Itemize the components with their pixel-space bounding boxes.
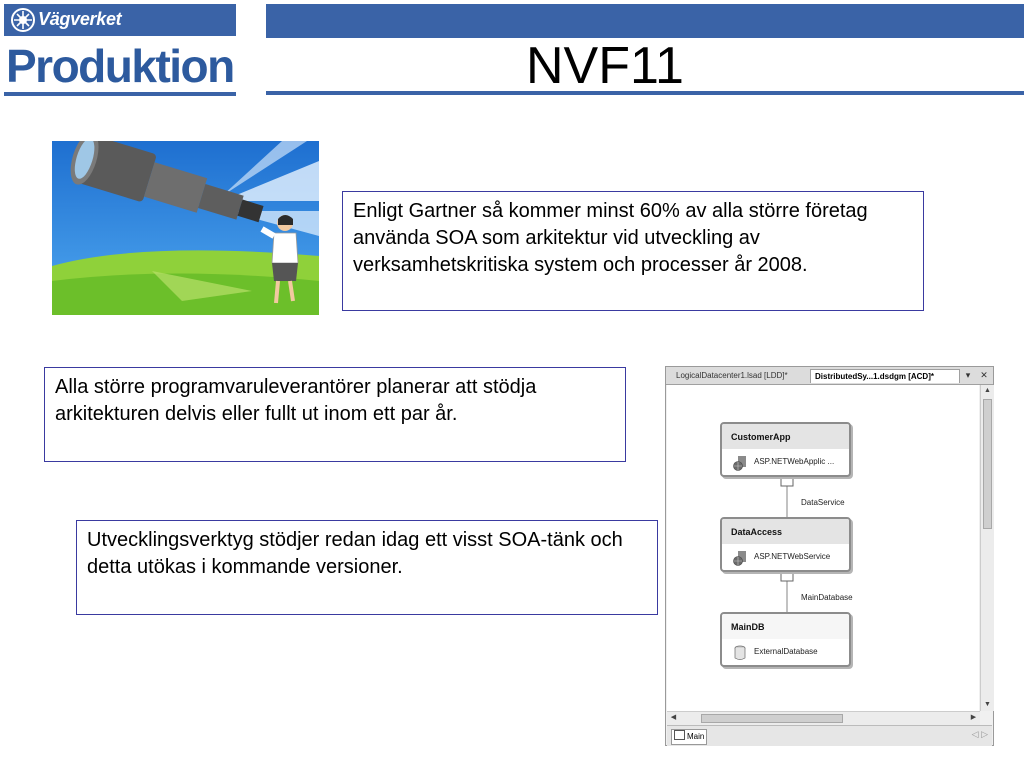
- diagram-icon: [674, 730, 685, 740]
- document-tab-bar: [666, 367, 993, 385]
- scroll-thumb[interactable]: [983, 399, 992, 529]
- header-bar: [266, 4, 1024, 38]
- scroll-right-icon[interactable]: ▶: [970, 714, 977, 721]
- component-maindb[interactable]: [720, 612, 851, 667]
- text-box-vendors: Alla större programvaruleverantörer planerar att stödja arkitekturen delvis eller fullt ut inom ett par år.: [44, 367, 626, 462]
- navigation-arrows-icon[interactable]: ◁ ▷: [971, 729, 988, 739]
- text-box-tools: Utvecklingsverktyg stödjer redan idag ett visst SOA-tänk och detta utökas i kommande versioner.: [76, 520, 658, 615]
- text-box-gartner: Enligt Gartner så kommer minst 60% av alla större företag använda SOA som arkitektur vid utveckling av verksamhetskritiska system och processer år 2008.: [342, 191, 924, 311]
- connection-label: DataService: [801, 498, 845, 507]
- vertical-scrollbar[interactable]: [980, 385, 994, 711]
- component-type: ASP.NETWebApplic ...: [754, 457, 835, 466]
- brand-name: Vägverket: [38, 9, 122, 29]
- web-application-icon: [733, 455, 747, 471]
- diagram-status-bar: [667, 725, 992, 746]
- scroll-thumb[interactable]: [701, 714, 843, 723]
- component-name: DataAccess: [731, 527, 783, 537]
- vagverket-seal-icon: [10, 7, 36, 33]
- scroll-left-icon[interactable]: ◀: [670, 714, 677, 721]
- component-dataaccess[interactable]: [720, 517, 851, 572]
- tab-dropdown-icon[interactable]: ▾: [965, 370, 971, 380]
- logo-banner: [4, 4, 236, 36]
- component-type: ExternalDatabase: [754, 647, 818, 656]
- telescope-clipart: [52, 141, 319, 315]
- scroll-up-icon[interactable]: ▲: [984, 387, 991, 394]
- scroll-down-icon[interactable]: ▼: [984, 701, 991, 708]
- ide-screenshot: [665, 366, 994, 746]
- tab-main[interactable]: Main: [671, 729, 707, 745]
- logo-wordmark: Produktion: [6, 40, 234, 92]
- web-service-icon: [733, 550, 747, 566]
- tab-distributed-system[interactable]: DistributedSy...1.dsdgm [ACD]*: [810, 369, 960, 383]
- component-type: ASP.NETWebService: [754, 552, 831, 561]
- component-customerapp[interactable]: [720, 422, 851, 477]
- horizontal-scrollbar[interactable]: [667, 711, 980, 725]
- logo-underline: [4, 92, 236, 96]
- diagram-canvas[interactable]: [667, 385, 979, 711]
- connection-label: MainDatabase: [801, 593, 853, 602]
- database-icon: [733, 645, 747, 661]
- component-name: MainDB: [731, 622, 765, 632]
- close-icon[interactable]: ✕: [980, 370, 988, 380]
- tab-logical-datacenter[interactable]: LogicalDatacenter1.lsad [LDD]*: [676, 371, 788, 380]
- component-name: CustomerApp: [731, 432, 791, 442]
- vagverket-produktion-logo: [4, 4, 236, 96]
- slide-title: NVF11: [526, 37, 684, 95]
